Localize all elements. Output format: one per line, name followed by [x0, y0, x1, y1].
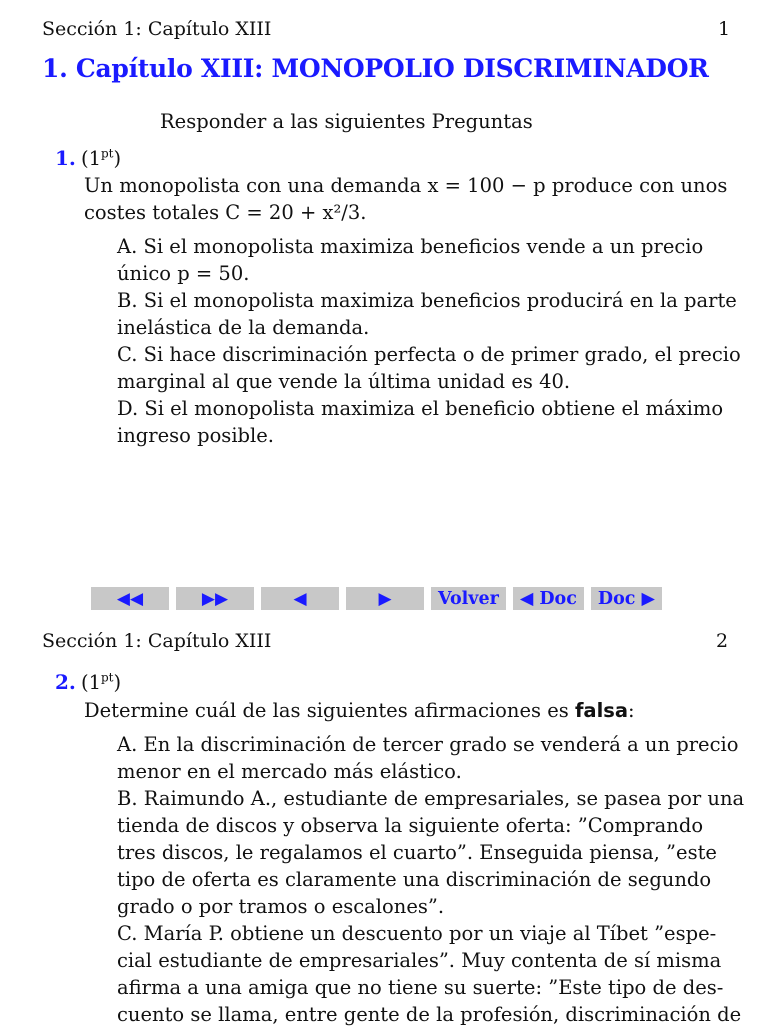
last-page-button[interactable]: ▶▶	[176, 587, 254, 610]
question-1-options	[117, 233, 741, 449]
option-line: ingreso posible.	[117, 424, 275, 447]
option-line: D. Si el monopolista maximiza el beneficio obtiene el máximo	[117, 397, 724, 420]
question-1-stem-line: Un monopolista con una demanda x = 100 − p produce con unos	[84, 174, 728, 197]
next-doc-button[interactable]: Doc ▶	[591, 587, 662, 610]
question-1-points: $(1^{pt})$	[80, 146, 122, 170]
option-line: tipo de oferta es claramente una discriminación de segundo	[117, 868, 712, 891]
page2-header-section: Sección 1: Capítulo XIII	[42, 630, 272, 652]
option-line: A. En la discriminación de tercer grado se venderá a un precio	[117, 733, 739, 756]
option-line: cial estudiante de empresariales”. Muy contenta de sí misma	[117, 949, 722, 972]
instructions-subtitle: Responder a las siguientes Preguntas	[160, 110, 533, 133]
emphasis-falsa: falsa	[574, 699, 629, 722]
question-1-header	[55, 146, 121, 170]
previous-page-button[interactable]: ◀	[261, 587, 339, 610]
option-line: menor en el mercado más elástico.	[117, 760, 462, 783]
option-line: tres discos, le regalamos el cuarto”. Enseguida piensa, ”este	[117, 841, 717, 864]
question-2-options	[117, 731, 744, 1028]
option-line: afirma a una amiga que no tiene su suerte: ”Este tipo de des-	[117, 976, 724, 999]
option-line: inelástica de la demanda.	[117, 316, 370, 339]
question-2-points: $(1^{pt})$	[80, 670, 122, 694]
question-2-stem: Determine cuál de las siguientes afirmaciones es falsa:	[84, 699, 635, 722]
option-line: único p = 50.	[117, 262, 250, 285]
previous-doc-button[interactable]: ◀ Doc	[513, 587, 584, 610]
option-line: B. Si el monopolista maximiza beneficios producirá en la parte	[117, 289, 737, 312]
navigation-bar	[91, 587, 662, 610]
option-line: tienda de discos y observa la siguiente oferta: ”Comprando	[117, 814, 704, 837]
option-line: cuento se llama, entre gente de la profesión, discriminación de	[117, 1003, 742, 1026]
question-1-number: 1.	[55, 146, 76, 170]
question-1-stem-line: costes totales C = 20 + x²/3.	[84, 201, 367, 224]
question-1-stem	[84, 172, 727, 226]
question-2-header	[55, 670, 121, 694]
page1-header-page-number: 1	[718, 18, 731, 40]
chapter-title: 1. Capítulo XIII: MONOPOLIO DISCRIMINADOR	[42, 54, 709, 83]
option-line: grado o por tramos o escalones”.	[117, 895, 445, 918]
page2-header-page-number: 2	[716, 630, 729, 652]
question-2-number: 2.	[55, 670, 76, 694]
option-line: C. Si hace discriminación perfecta o de primer grado, el precio	[117, 343, 741, 366]
option-line: B. Raimundo A., estudiante de empresariales, se pasea por una	[117, 787, 745, 810]
option-line: marginal al que vende la última unidad es 40.	[117, 370, 571, 393]
option-line: A. Si el monopolista maximiza beneficios vende a un precio	[117, 235, 704, 258]
back-button[interactable]: Volver	[431, 587, 506, 610]
page1-header-section: Sección 1: Capítulo XIII	[42, 18, 272, 40]
first-page-button[interactable]: ◀◀	[91, 587, 169, 610]
option-line: C. María P. obtiene un descuento por un viaje al Tíbet ”espe-	[117, 922, 717, 945]
next-page-button[interactable]: ▶	[346, 587, 424, 610]
